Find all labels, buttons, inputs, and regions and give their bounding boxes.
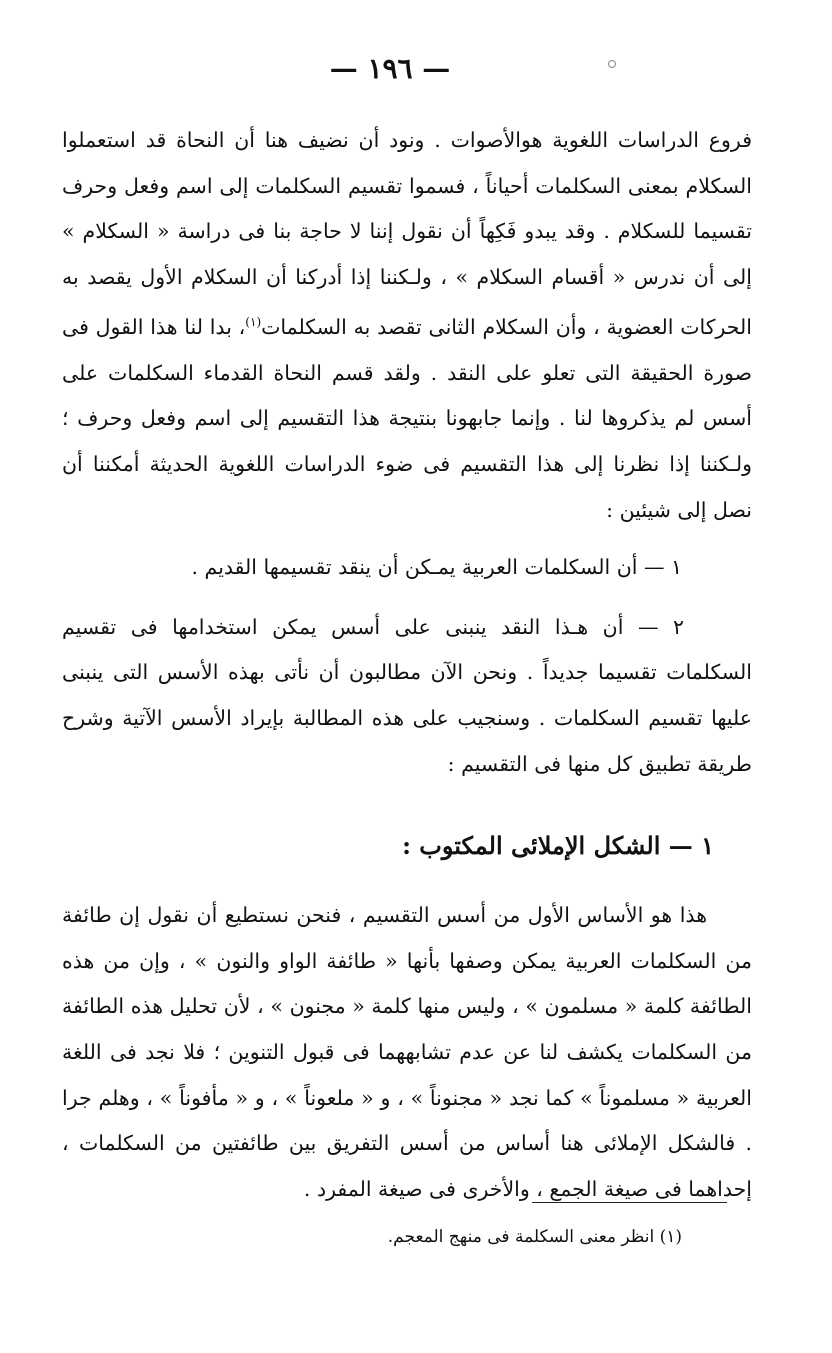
- intro-paragraph-part-1: فروع الدراسات اللغوية هوالأصوات . ونود أن نضيف هنا أن النحاة قد استعملوا السكلام بمعنى السكلمات أحياناً ، فسموا تقسيم السكلمات إلى اسم وفعل وحرف تقسيما للسكلام . وقد يبدو فَكِهاً أن نقول إننا لا حاجة بنا فى دراسة « السكلام » إلى أن ندرس « أقسام السكلام » ، ولـكننا إذا أدركنا أن السكلام الأول يقصد به الحركات العضوية ، وأن السكلام الثانى تقصد به السكلمات: [62, 128, 752, 340]
- list-item-2: ٢ — أن هـذا النقد ينبنى على أسس يمكن استخدامها فى تقسيم السكلمات تقسيما جديداً . ونحن الآن مطالبون أن نأتى بهذه الأسس التى ينبنى عليها تقسيم السكلمات . وسنجيب على هذه المطالبة بإيراد الأسس الآتية وشرح طريقة تطبيق كل منها فى التقسيم :: [62, 614, 752, 776]
- list-item-1: ١ — أن السكلمات العربية يمـكن أن ينقد تقسيمها القديم .: [191, 555, 682, 580]
- page-number: — ١٩٦ —: [329, 52, 451, 85]
- intro-paragraph: [62, 118, 752, 533]
- section-paragraph: هذا هو الأساس الأول من أسس التقسيم ، فنحن نستطيع أن نقول إن طائفة من السكلمات العربية يمكن وصفها بأنها « طائفة الواو والنون » ، وإن من هذه الطائفة كلمة « مسلمون » ، وليس منها كلمة « مجنون » ، لأن تحليل هذه الطائفة من السكلمات يكشف لنا عن عدم تشابههما فى قبول التنوين ؛ فلا نجد فى اللغة العربية « مسلموناً » كما نجد « مجنوناً » ، و « ملعوناً » ، و « مأفوناً » ، وهلم جرا . فالشكل الإملائى هنا أساس من أسس التفريق بين طائفتين من السكلمات ، إحداهما فى صيغة الجمع ، والأخرى فى صيغة المفرد .: [62, 903, 752, 1201]
- body-text: [62, 118, 752, 1212]
- paper-speck: [608, 60, 616, 68]
- intro-paragraph-part-2: ، بدا لنا هذا القول فى صورة الحقيقة التى تعلو على النقد . ولقد قسم النحاة القدماء السكلمات على أسس لم يذكروها لنا . وإنما جابهونا بنتيجة هذا التقسيم إلى اسم وفعل وحرف ؛ ولـكننا إذا نظرنا إلى هذا التقسيم فى ضوء الدراسات اللغوية الحديثة أمكننا أن نصل إلى شيئين :: [62, 315, 752, 522]
- footnote: (١) انظر معنى السكلمة فى منهج المعجم.: [387, 1227, 682, 1247]
- footnote-divider: [532, 1202, 727, 1203]
- footnote-reference: (١): [245, 315, 262, 330]
- section-heading: ١ — الشكل الإملائى المكتوب :: [402, 831, 714, 861]
